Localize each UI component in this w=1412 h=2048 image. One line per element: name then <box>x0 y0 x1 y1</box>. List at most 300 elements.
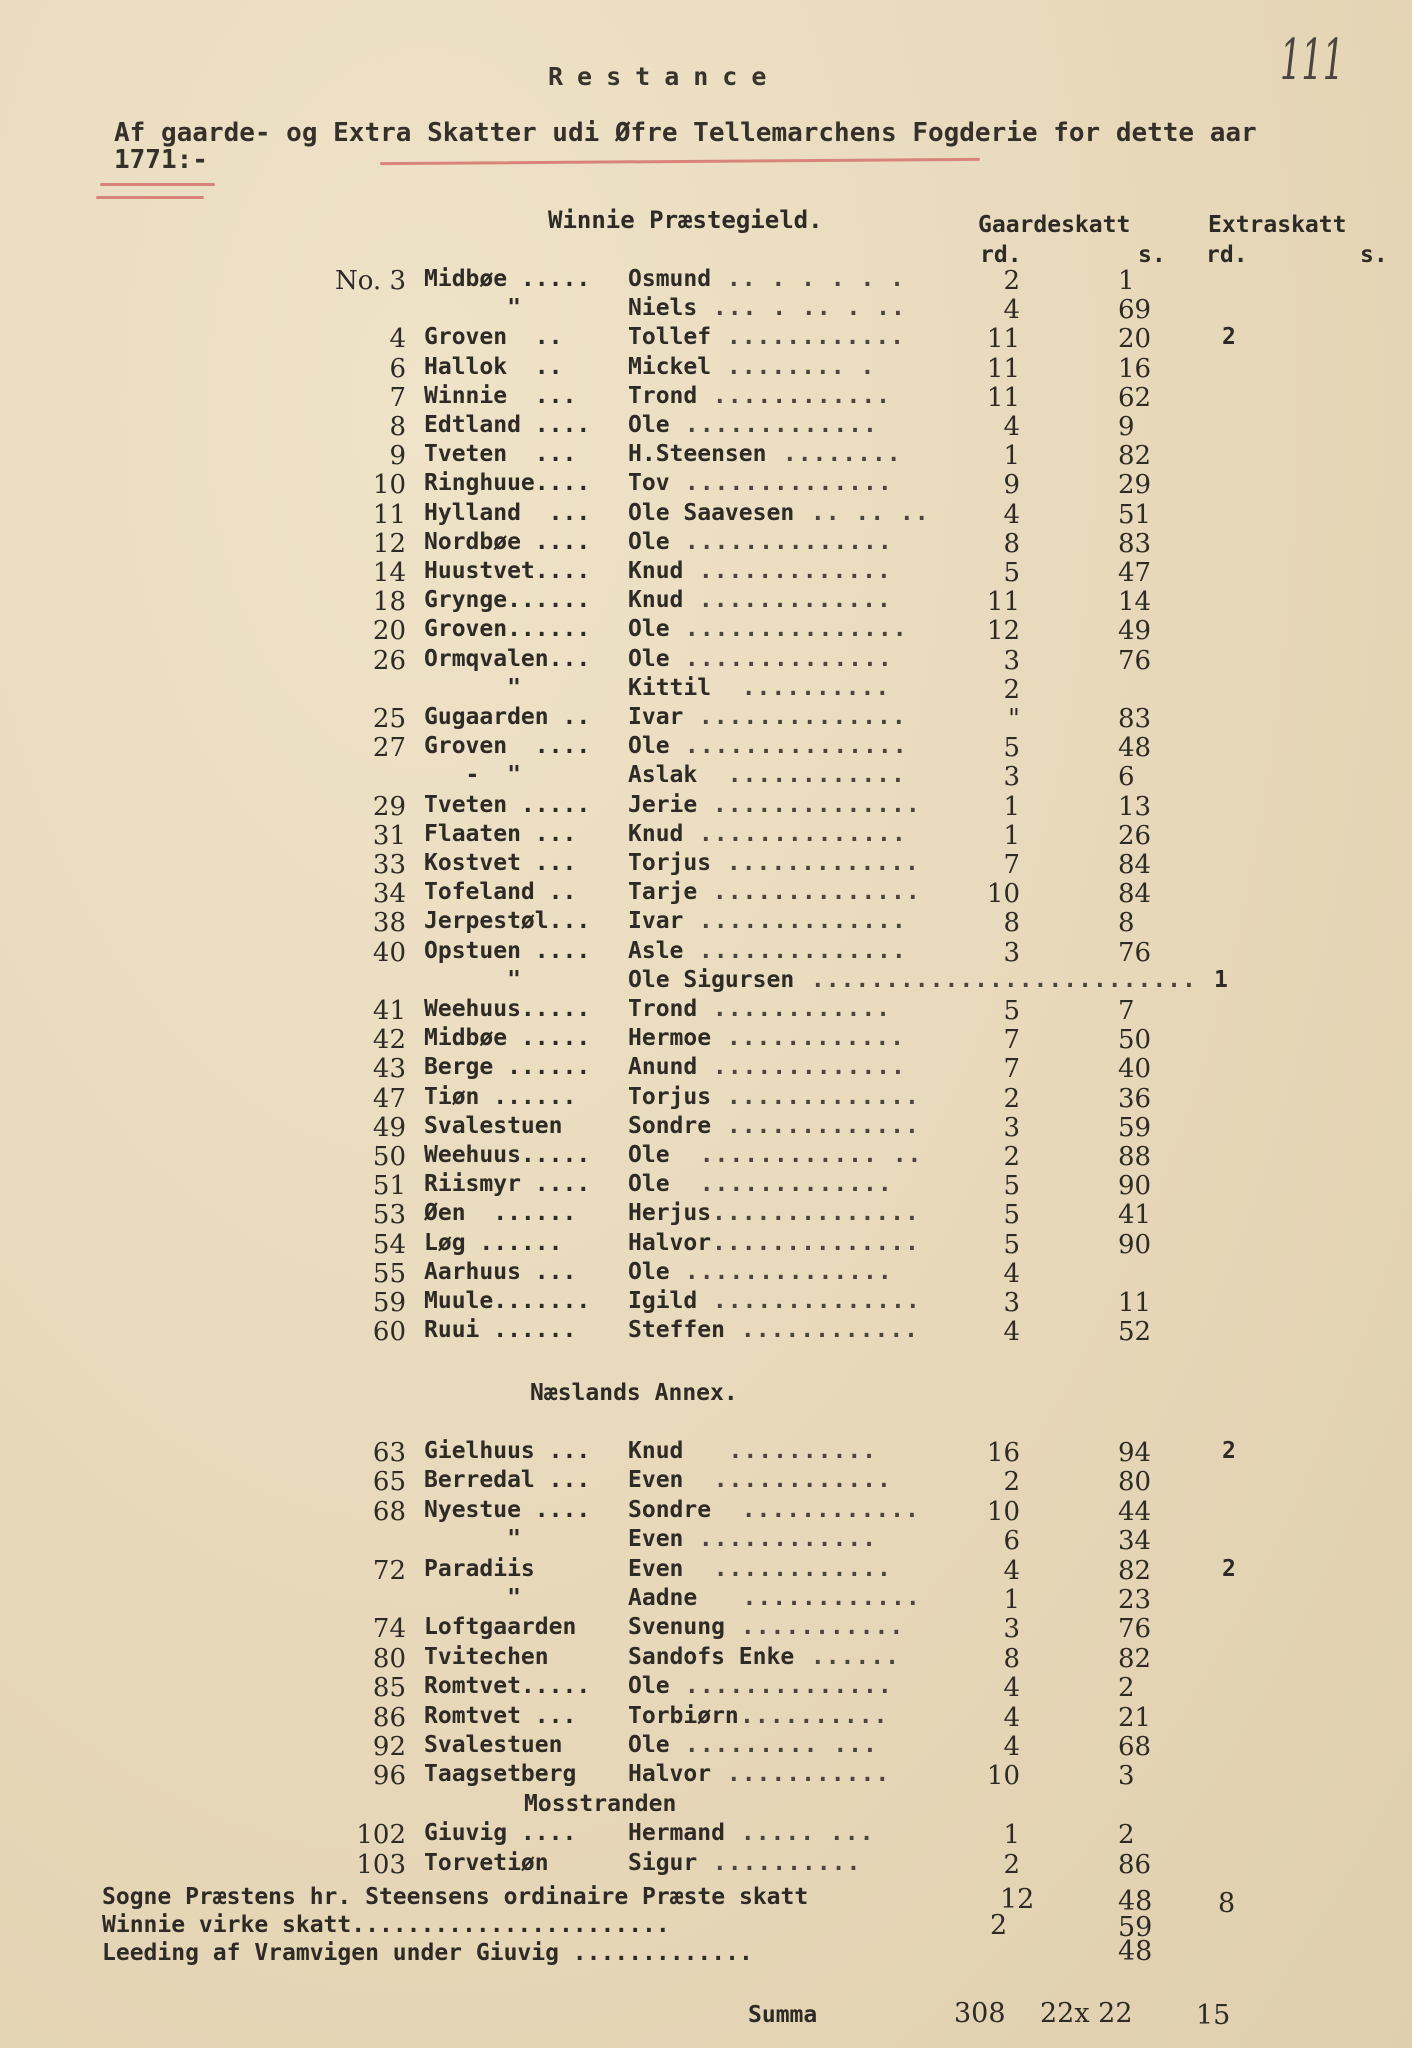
farm-name: Ringhuue.... <box>424 470 591 497</box>
owner-name: Ole <box>628 1171 670 1198</box>
farm-name: Gugaarden .. <box>424 704 591 730</box>
table-row <box>0 500 1412 530</box>
leader-dots: ............ <box>698 762 906 789</box>
gaardeskatt-rd: 5 <box>1003 733 1020 764</box>
row-number: 63 <box>372 1438 406 1468</box>
gaardeskatt-rd: 5 <box>1003 996 1020 1026</box>
farm-name: Huustvet.... <box>424 558 591 584</box>
leader-dots: .............. <box>670 1673 893 1700</box>
table-row <box>0 354 1412 384</box>
owner-name: Knud <box>628 558 684 584</box>
farm-name: " <box>424 1585 521 1611</box>
gaardeskatt-s: 49 <box>1118 616 1152 647</box>
farm-name: Grynge...... <box>424 587 591 614</box>
row-number: 4 <box>389 324 406 355</box>
table-row <box>0 1556 1412 1586</box>
owner-name: Jerie <box>628 791 698 818</box>
leader-dots: ............ <box>698 1585 921 1611</box>
table-row <box>0 1585 1412 1615</box>
farm-name: Tveten ... <box>424 441 577 468</box>
gaardeskatt-rd: 1 <box>1003 441 1020 472</box>
owner-name: Sandofs Enke <box>628 1643 795 1670</box>
owner-name: Torbiørn <box>628 1702 739 1729</box>
owner-name: Asle <box>628 937 684 964</box>
farm-name: Berredal ... <box>424 1467 591 1494</box>
leader-dots: ...... <box>796 1643 900 1670</box>
farm-name: " <box>424 674 521 701</box>
farm-name: Muule....... <box>424 1288 591 1314</box>
table-row <box>0 558 1412 588</box>
leader-dots: .......... <box>684 1438 878 1464</box>
gaardeskatt-s: 84 <box>1118 879 1152 910</box>
gaardeskatt-s: 6 <box>1118 762 1135 793</box>
leader-dots: ..... ... <box>726 1820 875 1847</box>
owner-name: Torjus <box>628 850 712 876</box>
table-row <box>0 1113 1412 1143</box>
gaardeskatt-s: 68 <box>1118 1732 1152 1762</box>
gaardeskatt-s: 83 <box>1118 704 1152 734</box>
owner-name: Ole <box>628 412 670 438</box>
table-row <box>0 1614 1412 1644</box>
sub-heading: Mosstranden <box>524 1790 677 1817</box>
table-row <box>0 733 1412 763</box>
row-number: 6 <box>389 353 406 384</box>
leader-dots: ............. <box>712 850 920 876</box>
farm-name: - " <box>424 762 521 789</box>
gaardeskatt-s: 2 <box>1118 1820 1135 1851</box>
pastor-tax-rd: 12 <box>1000 1884 1035 1915</box>
leader-dots: .............. <box>670 645 893 672</box>
table-row <box>0 441 1412 471</box>
leader-dots: ............ .. <box>670 1142 923 1168</box>
farm-name: Øen ...... <box>424 1200 577 1227</box>
row-number: 29 <box>372 791 406 822</box>
table-row <box>0 792 1412 822</box>
gaardeskatt-rd: 3 <box>1003 762 1020 793</box>
gaardeskatt-s: 76 <box>1118 1614 1152 1645</box>
owner-name: Herjus <box>628 1200 712 1227</box>
table-row <box>0 1288 1412 1318</box>
leader-dots: .......... <box>712 674 891 701</box>
gaardeskatt-rd: 1 <box>1003 1820 1020 1851</box>
gaardeskatt-s: 9 <box>1118 412 1135 442</box>
leader-dots: .............. <box>698 1288 921 1314</box>
farm-name: Hylland ... <box>424 499 591 526</box>
farm-name: Ormqvalen... <box>424 645 591 672</box>
owner-name: Steffen <box>628 1317 725 1344</box>
gaardeskatt-s: 36 <box>1118 1083 1152 1114</box>
table-row <box>0 879 1412 909</box>
row-number: 27 <box>372 733 406 764</box>
row-number: 7 <box>389 382 406 413</box>
gaardeskatt-s: 51 <box>1118 499 1152 530</box>
gaardeskatt-s: 76 <box>1118 645 1152 676</box>
table-row <box>0 412 1412 442</box>
owner-name: Even <box>628 1526 684 1553</box>
row-number: 92 <box>372 1732 406 1762</box>
gaardeskatt-rd: 8 <box>1003 528 1020 559</box>
table-row <box>0 1438 1412 1468</box>
gaardeskatt-rd: 4 <box>1003 412 1020 442</box>
winnie-virke-rd: 2 <box>990 1910 1008 1941</box>
leader-dots: ... . .. . .. <box>698 295 906 322</box>
gaardeskatt-s: 59 <box>1118 1112 1152 1143</box>
gaardeskatt-rd: 11 <box>986 382 1020 413</box>
gaardeskatt-s: 69 <box>1118 295 1152 326</box>
gaardeskatt-rd: 8 <box>1003 908 1020 939</box>
row-number: 68 <box>372 1496 406 1527</box>
owner-name: Even <box>628 1555 684 1582</box>
table-row <box>0 1025 1412 1055</box>
farm-name: Groven...... <box>424 616 591 643</box>
row-number: 60 <box>372 1317 406 1348</box>
table-row <box>0 1200 1412 1230</box>
leader-dots: ............. <box>712 1083 920 1110</box>
gaardeskatt-s: 82 <box>1118 441 1152 472</box>
gaardeskatt-rd: 1 <box>1003 791 1020 822</box>
leader-dots: ............... <box>670 733 908 760</box>
gaardeskatt-s: 7 <box>1118 996 1135 1026</box>
row-number: 26 <box>372 645 406 676</box>
gaardeskatt-s: 76 <box>1118 937 1152 968</box>
gaardeskatt-s: 1 <box>1118 266 1135 296</box>
gaardeskatt-rd: 5 <box>1003 1200 1020 1231</box>
gaardeskatt-s: 40 <box>1118 1054 1152 1085</box>
leader-dots: ............ <box>726 1317 920 1344</box>
table-row <box>0 1497 1412 1527</box>
row-number: 11 <box>372 499 406 530</box>
table-row <box>0 1142 1412 1172</box>
farm-name: Flaaten ... <box>424 820 577 847</box>
farm-name: Loftgaarden <box>424 1614 577 1641</box>
row-number: 38 <box>372 908 406 939</box>
table-row <box>0 646 1412 676</box>
leader-dots: .......... <box>698 1849 862 1876</box>
leader-dots: .............. <box>684 704 907 730</box>
owner-name: Hermand <box>628 1820 725 1847</box>
row-number: 34 <box>372 879 406 910</box>
row-number: 74 <box>372 1614 406 1645</box>
table-row <box>0 1850 1412 1880</box>
leader-dots: ........ <box>768 441 902 468</box>
farm-name: Paradiis <box>424 1555 577 1582</box>
leader-dots: ............. <box>670 412 878 438</box>
gaardeskatt-rd: 7 <box>1003 1025 1020 1056</box>
owner-name: Svenung <box>628 1614 725 1641</box>
table-row <box>0 1703 1412 1733</box>
row-number: 47 <box>372 1083 406 1114</box>
leader-dots: .......... <box>740 1702 889 1729</box>
subtitle-line-1: Af gaarde- og Extra Skatter udi Øfre Tellemarchens Fogderie for dette aar <box>114 118 1257 148</box>
farm-name: " <box>424 966 521 993</box>
owner-name: Hermoe <box>628 1025 712 1052</box>
gaardeskatt-s: 41 <box>1118 1200 1152 1231</box>
owner-name: Anund <box>628 1054 698 1081</box>
table-row <box>0 1259 1412 1289</box>
gaardeskatt-s: 21 <box>1118 1702 1152 1733</box>
gaardeskatt-rd: 11 <box>986 587 1020 618</box>
gaardeskatt-s: 52 <box>1118 1317 1152 1348</box>
leader-dots: ............ <box>712 1496 920 1523</box>
gaardeskatt-rd: 4 <box>1003 499 1020 530</box>
gaardeskatt-rd: 4 <box>1003 1732 1020 1762</box>
table-row <box>0 1673 1412 1703</box>
owner-name: Igild <box>628 1288 698 1314</box>
owner-name: Ivar <box>628 704 684 730</box>
gaardeskatt-s: 34 <box>1118 1526 1152 1557</box>
gaardeskatt-rd: 7 <box>1003 1054 1020 1085</box>
gaardeskatt-s: 11 <box>1118 1288 1152 1318</box>
folio-number: 111 <box>1280 28 1345 93</box>
gaardeskatt-s: 82 <box>1118 1643 1152 1674</box>
row-number: 40 <box>372 937 406 968</box>
leader-dots: ........... <box>726 1614 905 1641</box>
owner-name: Trond <box>628 382 698 409</box>
farm-name: Svalestuen <box>424 1732 577 1758</box>
owner-name: Mickel <box>628 353 712 380</box>
gaardeskatt-rd: 4 <box>1003 1673 1020 1704</box>
gaardeskatt-s: 82 <box>1118 1555 1152 1586</box>
row-number: 53 <box>372 1200 406 1231</box>
leader-dots: .............. <box>684 820 907 847</box>
table-row <box>0 1084 1412 1114</box>
owner-name: Halvor <box>628 1229 712 1256</box>
farm-name: Berge ...... <box>424 1054 591 1081</box>
farm-name: Romtvet ... <box>424 1702 577 1729</box>
table-row <box>0 1054 1412 1084</box>
leader-dots: .............. <box>670 528 893 555</box>
gaardeskatt-rd: 8 <box>1003 1643 1020 1674</box>
leader-dots: .............. <box>698 879 921 906</box>
farm-name: Winnie ... <box>424 382 577 409</box>
owner-name: Ole <box>628 645 670 672</box>
table-row <box>0 704 1412 734</box>
farm-name: Hallok .. <box>424 353 563 380</box>
leader-dots: ............ <box>712 1025 906 1052</box>
gaardeskatt-s: 29 <box>1118 470 1152 501</box>
red-underline-year <box>100 183 215 186</box>
leader-dots: ............. <box>712 1112 920 1139</box>
red-underline <box>380 158 980 165</box>
leader-dots: .. . . . . . <box>712 266 906 292</box>
extraskatt-rd: 1 <box>1214 966 1228 993</box>
table-row <box>0 383 1412 413</box>
extraskatt-rd: 2 <box>1222 1555 1236 1582</box>
leader-dots: ........ . <box>712 353 876 380</box>
pastor-tax-extra: 8 <box>1218 1888 1236 1919</box>
table-row <box>0 908 1412 938</box>
owner-name: Sondre <box>628 1112 712 1139</box>
leader-dots: ............. <box>670 1171 893 1198</box>
gaardeskatt-rd: 4 <box>1003 1317 1020 1348</box>
owner-name: Aadne <box>628 1585 698 1611</box>
owner-name: H.Steensen <box>628 441 767 468</box>
gaardeskatt-rd: 7 <box>1003 850 1020 880</box>
gaardeskatt-rd: 3 <box>1003 645 1020 676</box>
leader-dots: ............ <box>684 1555 892 1582</box>
table-row <box>0 1171 1412 1201</box>
farm-name: Tveten ..... <box>424 791 591 818</box>
farm-name: Taagsetberg <box>424 1761 577 1788</box>
gaardeskatt-s: 47 <box>1118 558 1152 588</box>
table-row <box>0 821 1412 851</box>
gaardeskatt-rd: 4 <box>1003 295 1020 326</box>
gaardeskatt-rd: " <box>1008 704 1020 734</box>
leader-dots: ............ <box>698 996 892 1022</box>
row-number: 42 <box>372 1025 406 1056</box>
table-row <box>0 1467 1412 1497</box>
gaardeskatt-s: 8 <box>1118 908 1135 939</box>
row-number: No. 3 <box>334 266 406 296</box>
row-number: 51 <box>372 1171 406 1202</box>
leader-dots: .............. <box>712 1200 920 1227</box>
leader-dots: .............. <box>698 791 921 818</box>
farm-name: Aarhuus ... <box>424 1258 577 1285</box>
table-row <box>0 1732 1412 1762</box>
owner-name: Ole <box>628 528 670 555</box>
owner-name: Ole <box>628 1673 670 1700</box>
gaardeskatt-rd: 2 <box>1003 1849 1020 1880</box>
gaardeskatt-rd: 2 <box>1003 674 1020 705</box>
farm-name: Midbøe ..... <box>424 266 591 292</box>
table-row <box>0 529 1412 559</box>
row-number: 80 <box>372 1643 406 1674</box>
farm-name: Løg ...... <box>424 1229 563 1256</box>
gaardeskatt-s: 44 <box>1118 1496 1152 1527</box>
table-row <box>0 675 1412 705</box>
gaardeskatt-s: 86 <box>1118 1849 1152 1880</box>
owner-name: Ole <box>628 1732 670 1758</box>
gaardeskatt-s: 84 <box>1118 850 1152 880</box>
column-header-s: s. <box>1138 242 1166 268</box>
row-number: 72 <box>372 1555 406 1586</box>
owner-name: Ole <box>628 1142 670 1168</box>
farm-name: Torvetiøn <box>424 1849 577 1876</box>
gaardeskatt-rd: 5 <box>1003 558 1020 588</box>
gaardeskatt-rd: 3 <box>1003 1614 1020 1645</box>
gaardeskatt-rd: 5 <box>1003 1229 1020 1260</box>
gaardeskatt-rd: 1 <box>1003 820 1020 851</box>
leader-dots: ............. <box>698 1054 906 1081</box>
owner-name: Aslak <box>628 762 698 789</box>
gaardeskatt-rd: 4 <box>1003 1702 1020 1733</box>
owner-name: Ivar <box>628 908 684 935</box>
gaardeskatt-rd: 3 <box>1003 937 1020 968</box>
row-number: 33 <box>372 850 406 880</box>
owner-name: Knud <box>628 587 684 614</box>
leader-dots: ............... <box>670 616 908 643</box>
row-number: 20 <box>372 616 406 647</box>
farm-name: Tofeland .. <box>424 879 577 906</box>
row-number: 14 <box>372 558 406 588</box>
gaardeskatt-rd: 6 <box>1003 1526 1020 1557</box>
row-number: 55 <box>372 1258 406 1289</box>
summa-extra: 15 <box>1196 2000 1231 2031</box>
table-row <box>0 587 1412 617</box>
table-row <box>0 1317 1412 1347</box>
owner-name: Osmund <box>628 266 712 292</box>
subtitle-line-2: 1771:- <box>114 145 208 175</box>
gaardeskatt-s: 20 <box>1118 324 1152 355</box>
row-number: 8 <box>389 412 406 442</box>
gaardeskatt-rd: 10 <box>986 1496 1020 1527</box>
column-header-rd: rd. <box>980 242 1022 268</box>
table-row <box>0 295 1412 325</box>
leader-dots: .............. <box>684 937 907 964</box>
table-row <box>0 1761 1412 1791</box>
gaardeskatt-rd: 2 <box>1003 266 1020 296</box>
owner-name: Even <box>628 1467 684 1494</box>
leader-dots: ............. <box>684 558 892 584</box>
summa-rd: 308 <box>954 1998 1006 2029</box>
leader-dots: ......... ... <box>670 1732 878 1758</box>
table-row <box>0 324 1412 354</box>
row-number: 65 <box>372 1467 406 1498</box>
leader-dots: ........... <box>712 1761 891 1788</box>
owner-name: Knud <box>628 1438 684 1464</box>
row-number: 12 <box>372 528 406 559</box>
farm-name: Romtvet..... <box>424 1673 591 1700</box>
gaardeskatt-s: 94 <box>1118 1438 1152 1468</box>
row-number: 9 <box>389 441 406 472</box>
farm-name: Weehuus..... <box>424 996 591 1022</box>
farm-name: Jerpestøl... <box>424 908 591 935</box>
table-row <box>0 1526 1412 1556</box>
farm-name: Svalestuen <box>424 1112 577 1139</box>
gaardeskatt-rd: 2 <box>1003 1467 1020 1498</box>
leader-dots: ............ <box>684 1467 892 1494</box>
leader-dots: .............. <box>670 470 893 497</box>
pastor-tax-line: Sogne Præstens hr. Steensens ordinaire Præste skatt <box>102 1884 809 1910</box>
farm-name: Ruui ...... <box>424 1317 577 1344</box>
gaardeskatt-s: 2 <box>1118 1673 1135 1704</box>
farm-name: " <box>424 1526 521 1553</box>
row-number: 54 <box>372 1229 406 1260</box>
gaardeskatt-s: 13 <box>1118 791 1152 822</box>
gaardeskatt-rd: 4 <box>1003 1555 1020 1586</box>
gaardeskatt-s: 14 <box>1118 587 1152 618</box>
extraskatt-rd: 2 <box>1222 324 1236 351</box>
row-number: 43 <box>372 1054 406 1085</box>
table-row <box>0 1230 1412 1260</box>
table-row <box>0 996 1412 1026</box>
gaardeskatt-rd: 10 <box>986 1761 1020 1792</box>
gaardeskatt-s: 50 <box>1118 1025 1152 1056</box>
farm-name: Nyestue .... <box>424 1496 591 1523</box>
leader-dots: .. .. .. <box>796 499 930 526</box>
column-header-rd-extra: rd. <box>1206 242 1248 268</box>
gaardeskatt-rd: 12 <box>986 616 1020 647</box>
red-underline-year-2 <box>96 196 204 199</box>
table-row <box>0 266 1412 296</box>
farm-name: Gielhuus ... <box>424 1438 591 1464</box>
gaardeskatt-s: 88 <box>1118 1142 1152 1172</box>
leader-dots: .............. <box>670 1258 893 1285</box>
farm-name: Opstuen .... <box>424 937 591 964</box>
row-number: 25 <box>372 704 406 734</box>
farm-name: Groven .... <box>424 733 591 760</box>
farm-name: Weehuus..... <box>424 1142 591 1168</box>
table-row <box>0 967 1412 997</box>
table-row <box>0 762 1412 792</box>
winnie-virke-s: 59 <box>1118 1912 1153 1943</box>
owner-name: Halvor <box>628 1761 712 1788</box>
farm-name: Tvitechen <box>424 1643 577 1670</box>
gaardeskatt-rd: 10 <box>986 879 1020 910</box>
row-number: 102 <box>356 1820 406 1851</box>
leader-dots: ............ <box>698 382 892 409</box>
column-header-s-extra: s. <box>1360 242 1388 268</box>
